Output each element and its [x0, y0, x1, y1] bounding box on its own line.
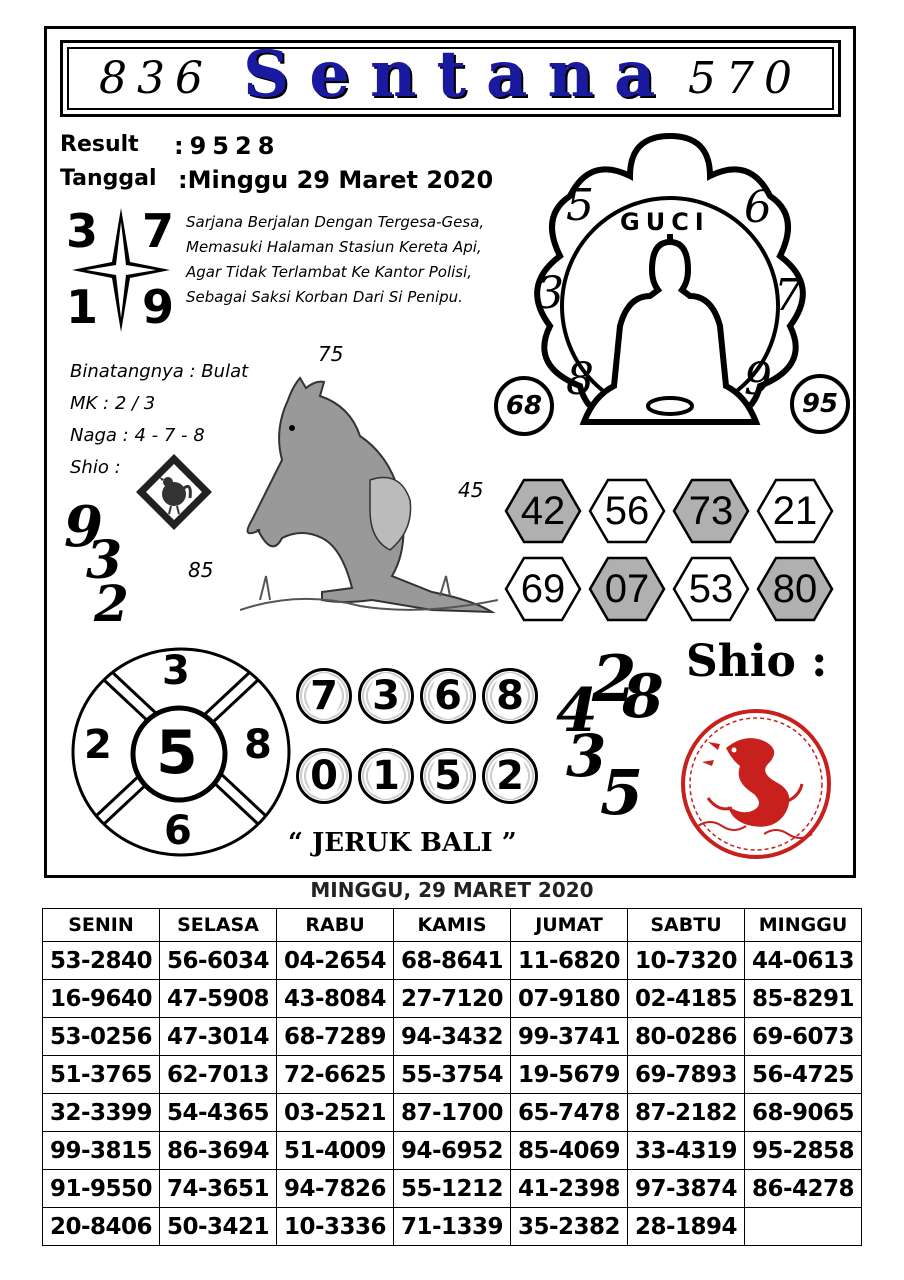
number-ball	[482, 748, 538, 804]
result-value: :9528	[174, 132, 281, 160]
ball-digit: 5	[431, 753, 465, 799]
star-number-top-left: 3	[66, 204, 99, 258]
table-body	[43, 942, 862, 1246]
scrawl-digit: 3	[86, 530, 123, 591]
ball-digit: 1	[369, 753, 403, 799]
ball-digit: 8	[493, 673, 527, 719]
table-cell: 94-7826	[277, 1170, 394, 1208]
table-header-cell: SABTU	[628, 909, 745, 942]
table-row	[43, 1170, 862, 1208]
binatang-text: Binatangnya : Bulat	[70, 361, 249, 382]
table-title: MINGGU, 29 MARET 2020	[310, 878, 594, 902]
guci-right-circle: 95	[790, 374, 850, 434]
table-cell: 53-0256	[43, 1018, 160, 1056]
number-ball	[482, 668, 538, 724]
number-ball	[358, 748, 414, 804]
hexagon-number: 42	[520, 489, 566, 533]
table-row	[43, 1132, 862, 1170]
guci-left-circle: 68	[494, 376, 554, 436]
hexagon-number: 56	[604, 489, 650, 533]
hexagon-number: 69	[520, 567, 566, 611]
hexagon-number: 53	[688, 567, 734, 611]
table-cell: 07-9180	[511, 980, 628, 1018]
table-cell: 16-9640	[43, 980, 160, 1018]
guci-petal-number: 3	[536, 268, 564, 319]
guci-petal-number: 5	[566, 180, 594, 231]
table-cell: 69-7893	[628, 1056, 745, 1094]
star-numbers	[66, 204, 176, 336]
number-ball	[420, 748, 476, 804]
table-cell: 68-8641	[394, 942, 511, 980]
table-cell: 41-2398	[511, 1170, 628, 1208]
header-right-number: 570	[688, 53, 802, 104]
table-cell: 27-7120	[394, 980, 511, 1018]
hexagon-number: 07	[604, 567, 650, 611]
number-ball	[420, 668, 476, 724]
table-cell: 03-2521	[277, 1094, 394, 1132]
table-cell: 68-7289	[277, 1018, 394, 1056]
results-table	[42, 908, 862, 1246]
table-cell: 86-3694	[160, 1132, 277, 1170]
number-hexagon	[504, 556, 582, 622]
scrawl-digit: 5	[600, 756, 644, 829]
kangaroo-number-right: 45	[458, 478, 484, 502]
scrawl-digit: 4	[556, 676, 598, 746]
table-header-row	[43, 909, 862, 942]
table-cell: 86-4278	[745, 1170, 862, 1208]
star-number-bottom-right: 9	[142, 280, 175, 334]
table-cell: 91-9550	[43, 1170, 160, 1208]
number-hexagon	[756, 556, 834, 622]
table-cell: 04-2654	[277, 942, 394, 980]
table-cell: 56-4725	[745, 1056, 862, 1094]
table-cell: 44-0613	[745, 942, 862, 980]
ball-digit: 3	[369, 673, 403, 719]
hexagon-number: 80	[772, 567, 818, 611]
table-cell: 74-3651	[160, 1170, 277, 1208]
table-cell: 32-3399	[43, 1094, 160, 1132]
dragon-icon	[678, 708, 834, 860]
rooster-icon	[134, 452, 214, 532]
table-cell: 99-3741	[511, 1018, 628, 1056]
number-hexagon	[756, 478, 834, 544]
table-cell: 43-8084	[277, 980, 394, 1018]
mk-text: MK : 2 / 3	[70, 393, 156, 414]
table-cell: 19-5679	[511, 1056, 628, 1094]
table-cell: 54-4365	[160, 1094, 277, 1132]
table-cell: 11-6820	[511, 942, 628, 980]
jeruk-bali-text: “ JERUK BALI ”	[288, 828, 517, 858]
header-left-number: 836	[99, 53, 213, 104]
guci-petal-number: 6	[744, 182, 772, 233]
table-header-cell: MINGGU	[745, 909, 862, 942]
number-hexagon	[588, 478, 666, 544]
table-cell: 85-4069	[511, 1132, 628, 1170]
table-cell: 55-1212	[394, 1170, 511, 1208]
table-row	[43, 980, 862, 1018]
kangaroo-number-left: 85	[188, 558, 214, 582]
table-cell: 50-3421	[160, 1208, 277, 1246]
table-cell: 94-3432	[394, 1018, 511, 1056]
poem-line: Sarjana Berjalan Dengan Tergesa-Gesa,	[186, 213, 485, 231]
ball-digit: 2	[493, 753, 527, 799]
table-cell: 99-3815	[43, 1132, 160, 1170]
hexagon-number: 21	[772, 489, 818, 533]
guci-petal-number: 7	[774, 270, 802, 321]
table-cell: 51-4009	[277, 1132, 394, 1170]
table-cell: 28-1894	[628, 1208, 745, 1246]
table-cell: 10-7320	[628, 942, 745, 980]
table-cell: 33-4319	[628, 1132, 745, 1170]
wheel-left-number: 2	[84, 722, 112, 768]
shio-title: Shio :	[686, 636, 828, 687]
number-hexagon	[672, 478, 750, 544]
table-row	[43, 1018, 862, 1056]
table-row	[43, 1056, 862, 1094]
table-header-cell: SELASA	[160, 909, 277, 942]
table-cell: 85-8291	[745, 980, 862, 1018]
table-cell: 71-1339	[394, 1208, 511, 1246]
table-cell: 02-4185	[628, 980, 745, 1018]
table-header-cell: RABU	[277, 909, 394, 942]
ball-digit: 0	[307, 753, 341, 799]
wheel-bottom-number: 6	[164, 808, 192, 854]
number-ball	[296, 668, 352, 724]
table-row	[43, 1094, 862, 1132]
table-cell: 20-8406	[43, 1208, 160, 1246]
scrawl-digit: 2	[592, 642, 637, 717]
header-title: Sentana	[243, 37, 676, 112]
table-cell: 10-3336	[277, 1208, 394, 1246]
number-ball	[296, 748, 352, 804]
table-cell: 56-6034	[160, 942, 277, 980]
scrawl-digit: 8	[622, 662, 664, 732]
scrawl-digit: 2	[94, 574, 129, 633]
table-cell: 51-3765	[43, 1056, 160, 1094]
table-cell: 87-1700	[394, 1094, 511, 1132]
table-cell: 72-6625	[277, 1056, 394, 1094]
tanggal-value: :Minggu 29 Maret 2020	[178, 166, 494, 194]
table-cell: 69-6073	[745, 1018, 862, 1056]
table-cell: 65-7478	[511, 1094, 628, 1132]
wheel-center-number: 5	[156, 718, 198, 788]
guci-petal-number: 9	[744, 354, 772, 405]
header-box	[60, 37, 841, 117]
number-hexagon	[672, 556, 750, 622]
table-cell: 94-6952	[394, 1132, 511, 1170]
wheel-top-number: 3	[162, 648, 190, 694]
table-cell: 87-2182	[628, 1094, 745, 1132]
table-cell: 47-3014	[160, 1018, 277, 1056]
table-cell: 35-2382	[511, 1208, 628, 1246]
table-cell	[745, 1208, 862, 1246]
hexagon-number: 73	[688, 489, 734, 533]
guci-petal-number: 8	[566, 354, 594, 405]
scrawl-digit: 9	[64, 494, 103, 560]
naga-text: Naga : 4 - 7 - 8	[70, 425, 205, 446]
scrawl-digit: 3	[566, 722, 607, 790]
guci-label: GUCI	[620, 208, 710, 236]
number-hexagon	[504, 478, 582, 544]
poem-line: Sebagai Saksi Korban Dari Si Penipu.	[186, 288, 463, 306]
table-cell: 80-0286	[628, 1018, 745, 1056]
table-cell: 55-3754	[394, 1056, 511, 1094]
table-row	[43, 942, 862, 980]
star-number-top-right: 7	[142, 204, 175, 258]
table-cell: 47-5908	[160, 980, 277, 1018]
result-label: Result	[60, 132, 139, 157]
ball-digit: 7	[307, 673, 341, 719]
shio-text: Shio :	[70, 457, 121, 478]
poem-text	[186, 210, 506, 310]
kangaroo-number-top: 75	[318, 342, 344, 366]
wheel-right-number: 8	[244, 722, 272, 768]
table-row	[43, 1208, 862, 1246]
table-cell: 53-2840	[43, 942, 160, 980]
ball-digit: 6	[431, 673, 465, 719]
table-header-cell: KAMIS	[394, 909, 511, 942]
star-number-bottom-left: 1	[66, 280, 99, 334]
table-header-cell: JUMAT	[511, 909, 628, 942]
number-hexagon	[588, 556, 666, 622]
number-ball	[358, 668, 414, 724]
table-cell: 97-3874	[628, 1170, 745, 1208]
tanggal-label: Tanggal	[60, 166, 157, 191]
table-cell: 95-2858	[745, 1132, 862, 1170]
table-header-cell: SENIN	[43, 909, 160, 942]
table-cell: 62-7013	[160, 1056, 277, 1094]
poem-line: Agar Tidak Terlambat Ke Kantor Polisi,	[186, 263, 473, 281]
poem-line: Memasuki Halaman Stasiun Kereta Api,	[186, 238, 482, 256]
table-cell: 68-9065	[745, 1094, 862, 1132]
